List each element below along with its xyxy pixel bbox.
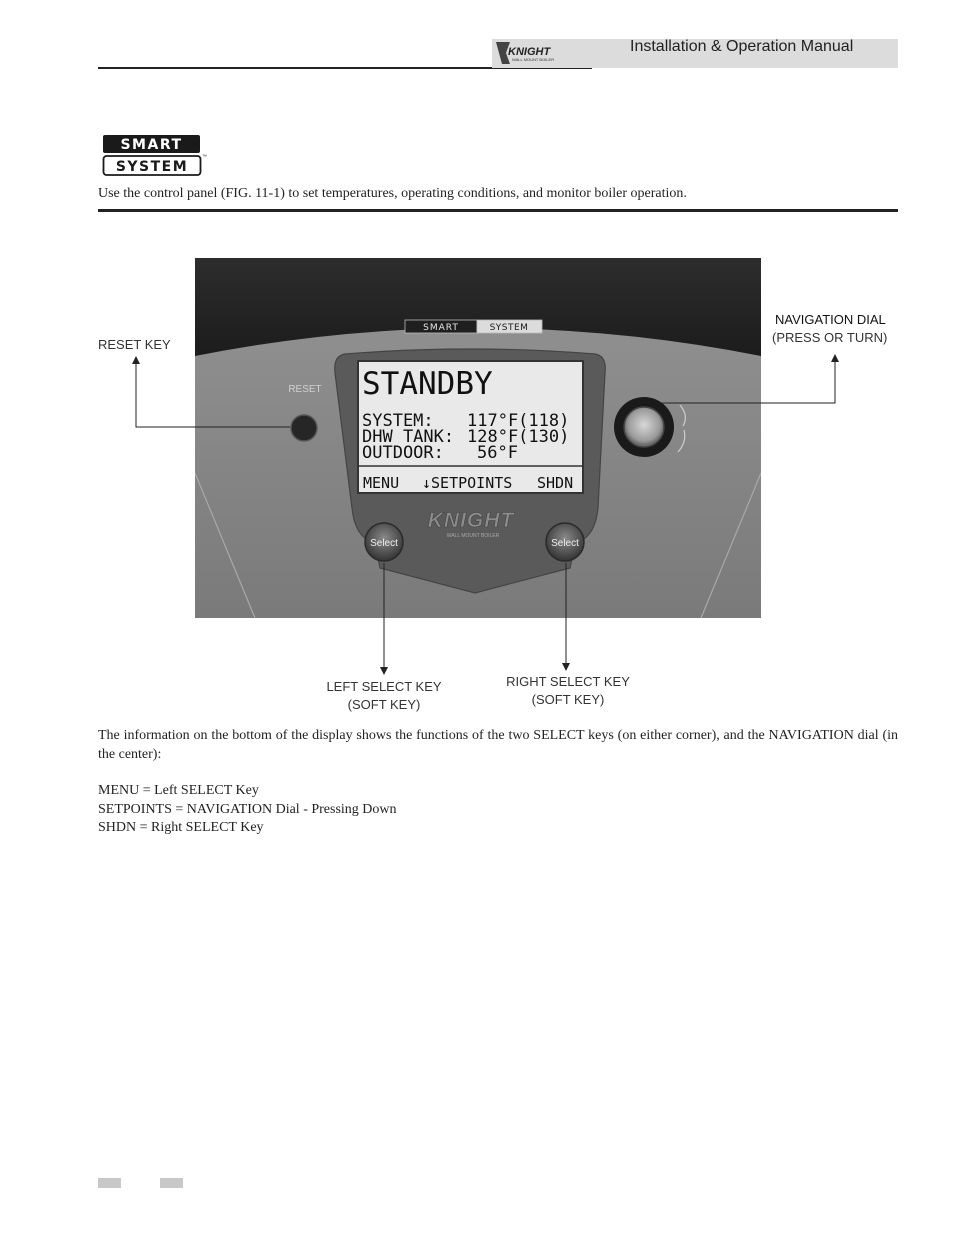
legend-line: MENU = Left SELECT Key xyxy=(98,783,259,798)
control-panel-figure xyxy=(195,258,761,618)
display-row-value: 56°F xyxy=(477,443,518,463)
svg-text:WALL MOUNT BOILER: WALL MOUNT BOILER xyxy=(512,57,555,62)
softkey-right-label: SHDN xyxy=(537,474,574,492)
knight-logo xyxy=(494,39,566,72)
navigation-dial-callout-sub: (PRESS OR TURN) xyxy=(772,330,888,345)
display-row-value: 117°F(118) xyxy=(467,411,570,431)
svg-text:SYSTEM: SYSTEM xyxy=(115,159,189,175)
reset-panel-label: RESET xyxy=(288,384,322,395)
footer-tab xyxy=(98,1178,121,1188)
smart-system-logo xyxy=(102,133,212,184)
intro-text: Use the control panel (FIG. 11-1) to set temperatures, operating conditions, and monitor boiler operation. xyxy=(98,186,687,201)
right-select-callout: RIGHT SELECT KEY (SOFT KEY) xyxy=(506,674,630,707)
svg-text:SMART: SMART xyxy=(120,137,183,153)
navigation-dial-callout: NAVIGATION DIAL xyxy=(775,312,886,327)
left-select-callout: LEFT SELECT KEY (SOFT KEY) xyxy=(326,679,442,712)
svg-text:SMART: SMART xyxy=(423,323,459,333)
panel-knight-logo: KNIGHT xyxy=(427,509,515,532)
svg-text:WALL MOUNT BOILER: WALL MOUNT BOILER xyxy=(446,533,500,539)
legend-line: SETPOINTS = NAVIGATION Dial - Pressing Down xyxy=(98,802,397,817)
reset-key[interactable] xyxy=(291,415,317,441)
navigation-dial-knob[interactable] xyxy=(624,407,664,447)
body-paragraph: The information on the bottom of the display shows the functions of the two SELECT keys (on either corner), and the NAVIGATION dial (in the center): xyxy=(98,728,898,762)
display-row-value: 128°F(130) xyxy=(467,427,570,447)
reset-key-callout: RESET KEY xyxy=(98,337,171,352)
right-select-label: Select xyxy=(551,538,579,549)
svg-text:KNIGHT: KNIGHT xyxy=(508,46,551,58)
section-rule xyxy=(98,209,898,212)
display-row-label: OUTDOOR: xyxy=(362,443,444,463)
display-row-label: SYSTEM: xyxy=(362,411,434,431)
softkey-left-label: MENU xyxy=(363,474,400,492)
svg-text:SYSTEM: SYSTEM xyxy=(489,323,529,333)
manual-title: Installation & Operation Manual xyxy=(630,38,854,55)
legend-line: SHDN = Right SELECT Key xyxy=(98,820,264,835)
softkey-center-label: ↓SETPOINTS xyxy=(422,474,513,492)
svg-text:™: ™ xyxy=(202,154,207,160)
footer-tab xyxy=(160,1178,183,1188)
display-status: STANDBY xyxy=(362,366,493,402)
display-row-label: DHW TANK: xyxy=(362,427,455,447)
left-select-label: Select xyxy=(370,538,398,549)
